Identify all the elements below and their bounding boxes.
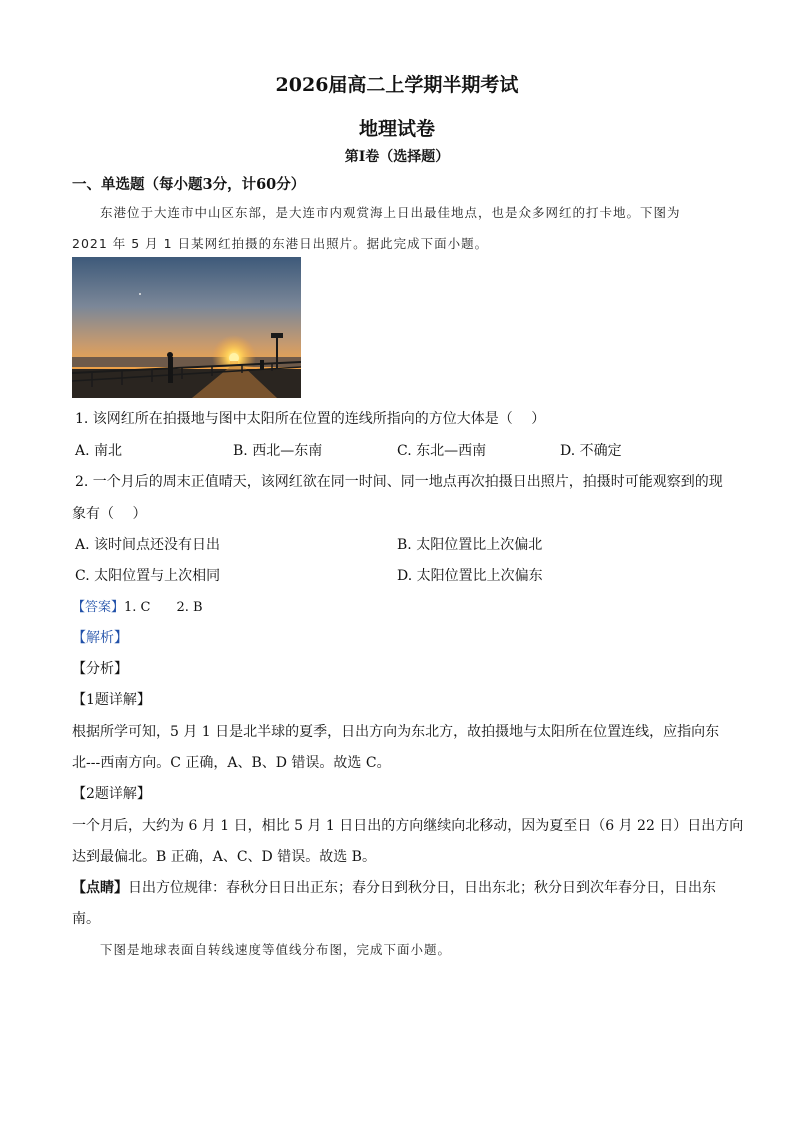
answer-values: 1. C 2. B (124, 600, 203, 615)
q2-option-a: A. 该时间点还没有日出 (75, 537, 221, 553)
intro2-line1: 下图是地球表面自转线速度等值线分布图，完成下面小题。 (100, 942, 452, 957)
section-heading: 一、单选题（每小题3分，计60分） (72, 176, 306, 193)
answer-label: 【答案】 (72, 600, 125, 615)
q1-stem: 1. 该网红所在拍摄地与图中太阳所在位置的连线所指向的方位大体是（ ） (75, 411, 546, 427)
q2-option-d: D. 太阳位置比上次偏东 (397, 568, 543, 584)
q2-option-c: C. 太阳位置与上次相同 (75, 568, 221, 584)
q1-option-b: B. 西北—东南 (233, 443, 323, 459)
volume-title: 第Ⅰ卷（选择题） (344, 149, 450, 165)
q2-stem-line2: 象有（ ） (72, 506, 147, 522)
exam-title: 2026届高二上学期半期考试 (275, 74, 519, 96)
answer-row (72, 596, 203, 615)
q2-detail-label: 【2题详解】 (72, 786, 151, 802)
tip-label: 【点睛】 (72, 880, 128, 896)
analysis-label: 【解析】 (72, 630, 128, 646)
sunrise-photo-icon (72, 257, 301, 398)
q1-detail-line2: 北---西南方向。C 正确，A、B、D 错误。故选 C。 (72, 755, 391, 771)
sunrise-photo (72, 257, 301, 398)
subject-title: 地理试卷 (358, 118, 435, 140)
q1-option-d: D. 不确定 (560, 443, 622, 459)
q1-detail-line1: 根据所学可知，5 月 1 日是北半球的夏季，日出方向为东北方，故拍摄地与太阳所在位置连线，应指向东 (72, 724, 720, 740)
q2-detail-line1: 一个月后，大约为 6 月 1 日，相比 5 月 1 日日出的方向继续向北移动，因为夏至日（6 月 22 日）日出方向 (72, 818, 744, 834)
q1-option-a: A. 南北 (75, 443, 123, 459)
q2-stem-line1: 2. 一个月后的周末正值晴天，该网红欲在同一时间、同一地点再次拍摄日出照片，拍摄时可能观察到的现 (75, 474, 723, 490)
intro1-line2: 2021 年 5 月 1 日某网红拍摄的东港日出照片。据此完成下面小题。 (72, 236, 489, 251)
tip-line2: 南。 (72, 911, 100, 927)
intro1-line1: 东港位于大连市中山区东部，是大连市内观赏海上日出最佳地点，也是众多网红的打卡地。下图为 (100, 205, 681, 220)
tip-line1: 日出方位规律：春秋分日日出正东；春分日到秋分日，日出东北；秋分日到次年春分日，日出东 (128, 880, 716, 896)
q2-option-b: B. 太阳位置比上次偏北 (397, 537, 543, 553)
tip-row (72, 877, 716, 897)
q1-detail-label: 【1题详解】 (72, 692, 151, 708)
q1-option-c: C. 东北—西南 (397, 443, 487, 459)
q2-detail-line2: 达到最偏北。B 正确，A、C、D 错误。故选 B。 (72, 849, 376, 865)
fenxi-label: 【分析】 (72, 661, 128, 677)
